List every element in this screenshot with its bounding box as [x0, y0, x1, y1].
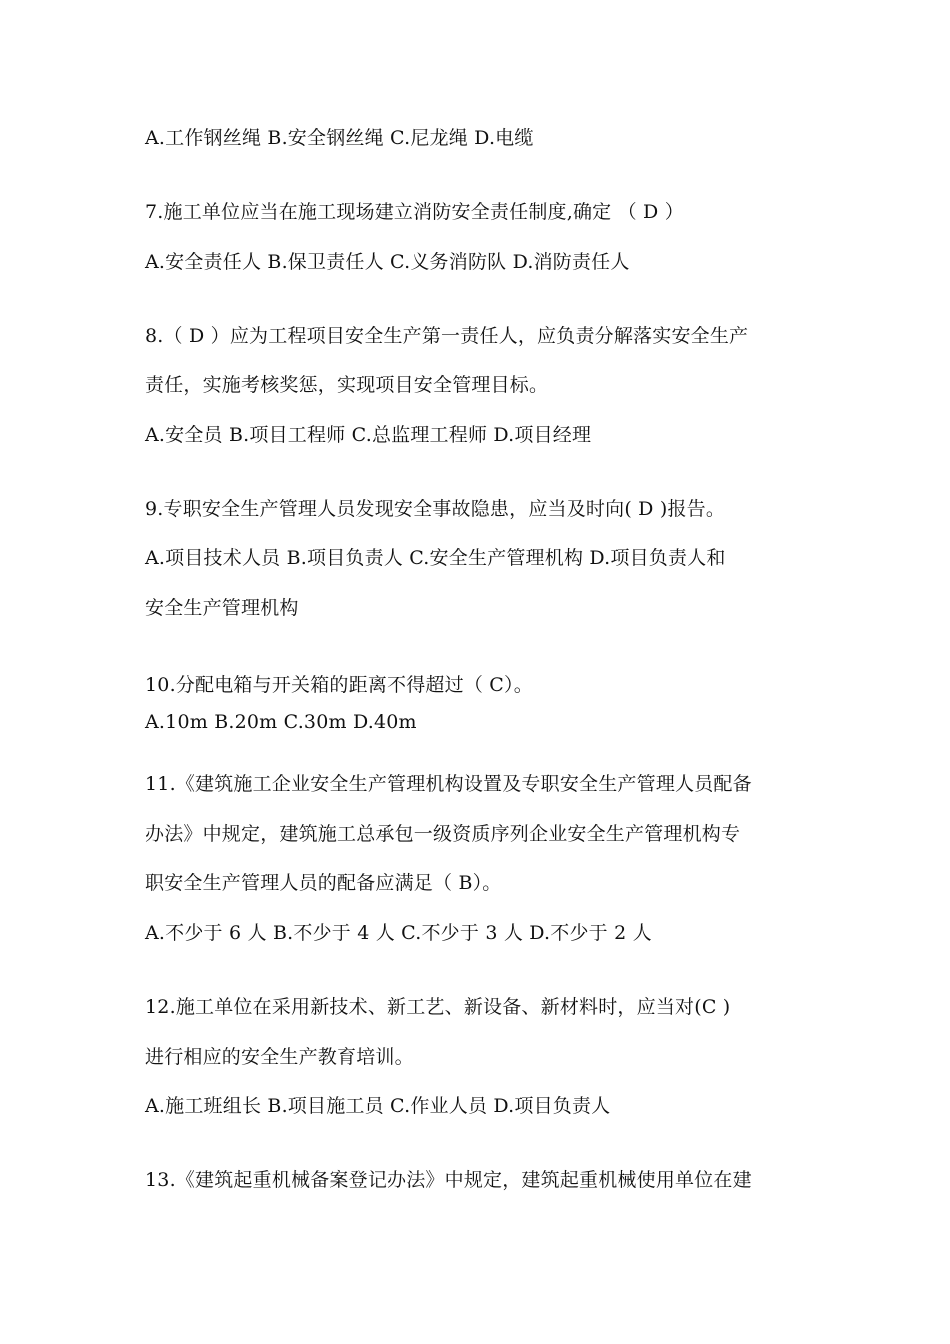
- q9-options-line-1: A.项目技术人员 B.项目负责人 C.安全生产管理机构 D.项目负责人和: [145, 547, 726, 569]
- q8-options: A.安全员 B.项目工程师 C.总监理工程师 D.项目经理: [145, 424, 592, 446]
- q9-question: 9.专职安全生产管理人员发现安全事故隐患，应当及时向( D )报告。: [145, 498, 726, 520]
- q11-question-line-2: 办法》中规定，建筑施工总承包一级资质序列企业安全生产管理机构专: [145, 823, 741, 845]
- q7-options: A.安全责任人 B.保卫责任人 C.义务消防队 D.消防责任人: [145, 251, 630, 273]
- q7-question: 7.施工单位应当在施工现场建立消防安全责任制度,确定 （ D ）: [145, 201, 684, 223]
- q10-options: A.10m B.20m C.30m D.40m: [145, 711, 417, 733]
- q11-question-line-1: 11.《建筑施工企业安全生产管理机构设置及专职安全生产管理人员配备: [145, 773, 752, 795]
- q9-options-line-2: 安全生产管理机构: [145, 597, 299, 619]
- q10-question: 10.分配电箱与开关箱的距离不得超过（ C）。: [145, 674, 533, 696]
- q11-question-line-3: 职安全生产管理人员的配备应满足（ B）。: [145, 872, 502, 894]
- q11-options: A.不少于 6 人 B.不少于 4 人 C.不少于 3 人 D.不少于 2 人: [145, 922, 652, 944]
- q6-options: A.工作钢丝绳 B.安全钢丝绳 C.尼龙绳 D.电缆: [145, 127, 534, 149]
- q8-question-line-2: 责任，实施考核奖惩，实现项目安全管理目标。: [145, 374, 549, 396]
- q12-question-line-2: 进行相应的安全生产教育培训。: [145, 1046, 414, 1068]
- q13-question-line-1: 13.《建筑起重机械备案登记办法》中规定，建筑起重机械使用单位在建: [145, 1169, 752, 1191]
- q8-question-line-1: 8.（ D ）应为工程项目安全生产第一责任人，应负责分解落实安全生产: [145, 325, 749, 347]
- q12-options: A.施工班组长 B.项目施工员 C.作业人员 D.项目负责人: [145, 1095, 611, 1117]
- q12-question-line-1: 12.施工单位在采用新技术、新工艺、新设备、新材料时，应当对(C ): [145, 996, 731, 1018]
